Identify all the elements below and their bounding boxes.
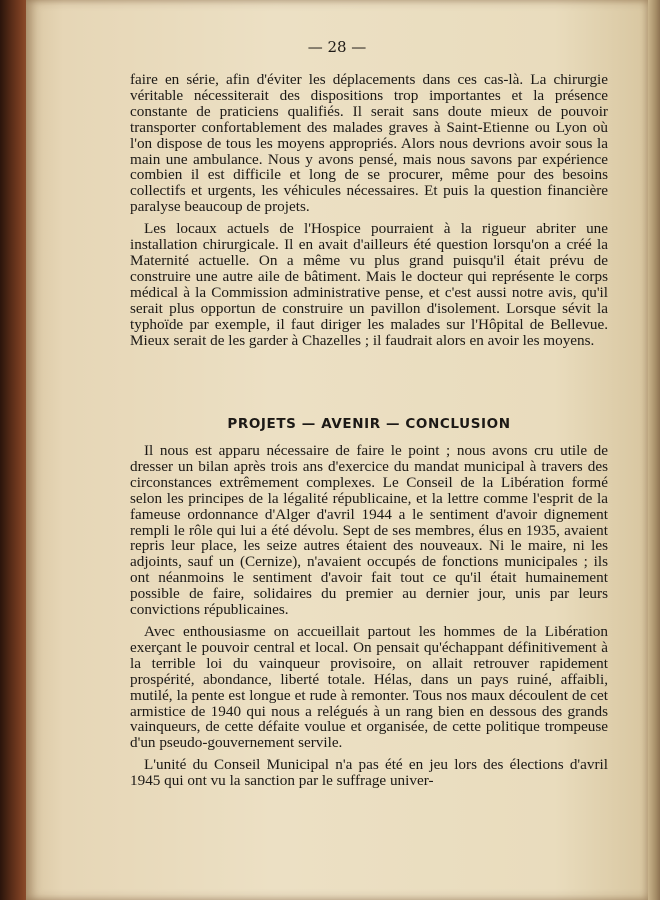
text-block-top	[130, 72, 608, 348]
paragraph: Les locaux actuels de l'Hospice pourraient à la rigueur abriter une installation chirurgicale. Il en avait d'ailleurs été question lorsqu'on a créé la Maternité actuelle. On a même vu plus grand puisqu'il était prévu de construire une autre aile de bâtiment. Mais le docteur qui représente le corps médical à la Commission administrative pense, et c'est aussi notre avis, qu'il serait plus opportun de construire un pavillon d'isolement. Lorsque sévit la typhoïde par exemple, il faut diriger les malades sur l'Hôpital de Bellevue. Mieux serait de les garder à Chazelles ; il faudrait alors en avoir les moyens.	[130, 220, 608, 349]
paragraph: Il nous est apparu nécessaire de faire le point ; nous avons cru utile de dresser un bilan après trois ans d'exercice du mandat municipal à travers des circonstances extrêmement complexes. Le Conseil de la Libération formé selon les principes de la légalité républicaine, et la lettre comme l'esprit de la fameuse ordonnance d'Alger d'avril 1944 a le sentiment d'avoir dignement rempli le rôle qui lui a été dévolu. Sept de ses membres, élus en 1935, avaient repris leur place, les seize autres étaient des nouveaux. Ni le maire, ni les adjoints, sauf un (Cernize), n'avaient occupés de fonctions municipales ; ils ont néanmoins le sentiment d'avoir fait tout ce qu'il était humainement possible de faire, solidaires du premier au dernier jour, unis par leurs convictions républicaines.	[130, 442, 608, 619]
paragraph: L'unité du Conseil Municipal n'a pas été en jeu lors des élections d'avril 1945 qui ont vu la sanction par le suffrage univer-	[130, 756, 608, 790]
page-edge	[648, 0, 660, 900]
paragraph: Avec enthousiasme on accueillait partout les hommes de la Libération exerçant le pouvoir central et local. On pensait qu'échappant définitivement à la terrible loi du vainqueur provisoire, on allait retrouver rapidement prospérité, abondance, liberté totale. Hélas, dans un pays ruiné, affaibli, mutilé, la pente est longue et rude à remonter. Tous nos maux découlent de cet armistice de 1940 qui nous a relégués à un rang bien en dessous des grands vainqueurs, de cette défaite voulue et organisée, de cette politique trompeuse d'un pseudo-gouvernement servile.	[130, 622, 608, 752]
book-binding	[0, 0, 26, 900]
text-block-bottom	[130, 443, 608, 789]
paragraph: faire en série, afin d'éviter les déplacements dans ces cas-là. La chirurgie véritable nécessiterait des dispositions trop importantes et la présence constante de praticiens qualifiés. Il serait sans doute mieux de pouvoir transporter confortablement des malades graves à Saint-Etienne ou Lyon où l'on dispose de tous les moyens appropriés. Alors nous devrions avoir sous la main une ambulance. Nous y avons pensé, mais nous savons par expérience combien il est difficile et long de se procurer, même pour des besoins collectifs et urgents, les véhicules nécessaires. Et puis la question financière paralyse beaucoup de projets.	[130, 71, 608, 216]
document-page	[26, 0, 648, 900]
section-heading: PROJETS — AVENIR — CONCLUSION	[227, 416, 511, 432]
page-number: — 28 —	[307, 38, 367, 56]
